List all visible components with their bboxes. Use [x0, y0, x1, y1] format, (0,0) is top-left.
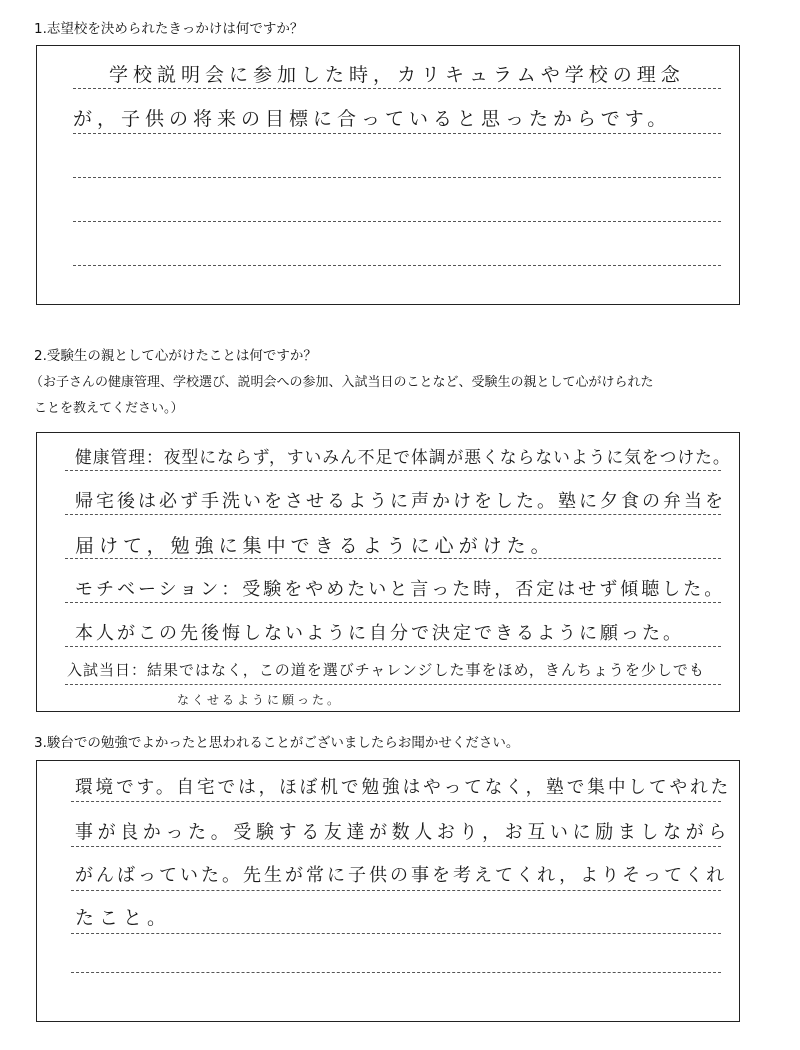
question-1-label: 1.志望校を決められたきっかけは何ですか？: [34, 21, 304, 37]
ruled-line: [71, 801, 721, 802]
question-2-label: 2.受験生の親として心がけたことは何ですか？: [34, 348, 317, 364]
handwritten-answer-line: たこと。: [75, 907, 172, 929]
answer-box-3: [36, 760, 740, 1022]
question-3-label: 3.駿台での勉強でよかったと思われることがございましたらお聞かせください。: [34, 735, 520, 751]
ruled-line: [71, 890, 721, 891]
handwritten-answer-line: 帰宅後は必ず手洗いをさせるように声かけをした。塾に夕食の弁当を: [75, 491, 726, 512]
handwritten-answer-line: 学校説明会に参加した時，カリキュラムや学校の理念: [109, 64, 685, 86]
ruled-line: [65, 558, 721, 559]
ruled-line: [65, 514, 721, 515]
ruled-line: [73, 133, 721, 134]
ruled-line: [65, 684, 721, 685]
ruled-line: [71, 972, 721, 973]
question-2-note: ことを教えてください。）: [34, 401, 184, 416]
answer-box-1: [36, 45, 740, 305]
handwritten-answer-line: 健康管理：夜型にならず，すいみん不足で体調が悪くならないように気をつけた。: [75, 448, 731, 468]
ruled-line: [71, 933, 721, 934]
ruled-line: [65, 470, 721, 471]
question-2-note: （お子さんの健康管理、学校選び、説明会への参加、入試当日のことなど、受験生の親として心がけられた: [30, 375, 654, 390]
ruled-line: [65, 646, 721, 647]
ruled-line: [73, 177, 721, 178]
handwritten-answer-line: 本人がこの先後悔しないように自分で決定できるように願った。: [75, 623, 684, 644]
handwritten-answer-line: 事が良かった。受験する友達が数人おり，お互いに励ましながら: [75, 821, 732, 843]
handwritten-answer-line: 環境です。自宅では，ほぼ机で勉強はやってなく，塾で集中してやれた: [75, 777, 732, 798]
answer-box-2: [36, 432, 740, 712]
handwritten-answer-line: なくせるように願った。: [177, 693, 343, 707]
handwritten-answer-line: モチベーション：受験をやめたいと言った時，否定はせず傾聴した。: [75, 579, 726, 600]
handwritten-answer-line: がんばっていた。先生が常に子供の事を考えてくれ，よりそってくれ: [75, 865, 728, 886]
handwritten-answer-line: が，子供の将来の目標に合っていると思ったからです。: [73, 108, 672, 130]
handwritten-answer-line: 届けて，勉強に集中できるように心がけた。: [75, 535, 555, 557]
ruled-line: [73, 88, 721, 89]
ruled-line: [73, 221, 721, 222]
handwritten-answer-line: 入試当日：結果ではなく，この道を選びチャレンジした事をほめ，きんちょうを少しでも: [67, 661, 705, 679]
ruled-line: [65, 602, 721, 603]
ruled-line: [71, 846, 721, 847]
ruled-line: [73, 265, 721, 266]
